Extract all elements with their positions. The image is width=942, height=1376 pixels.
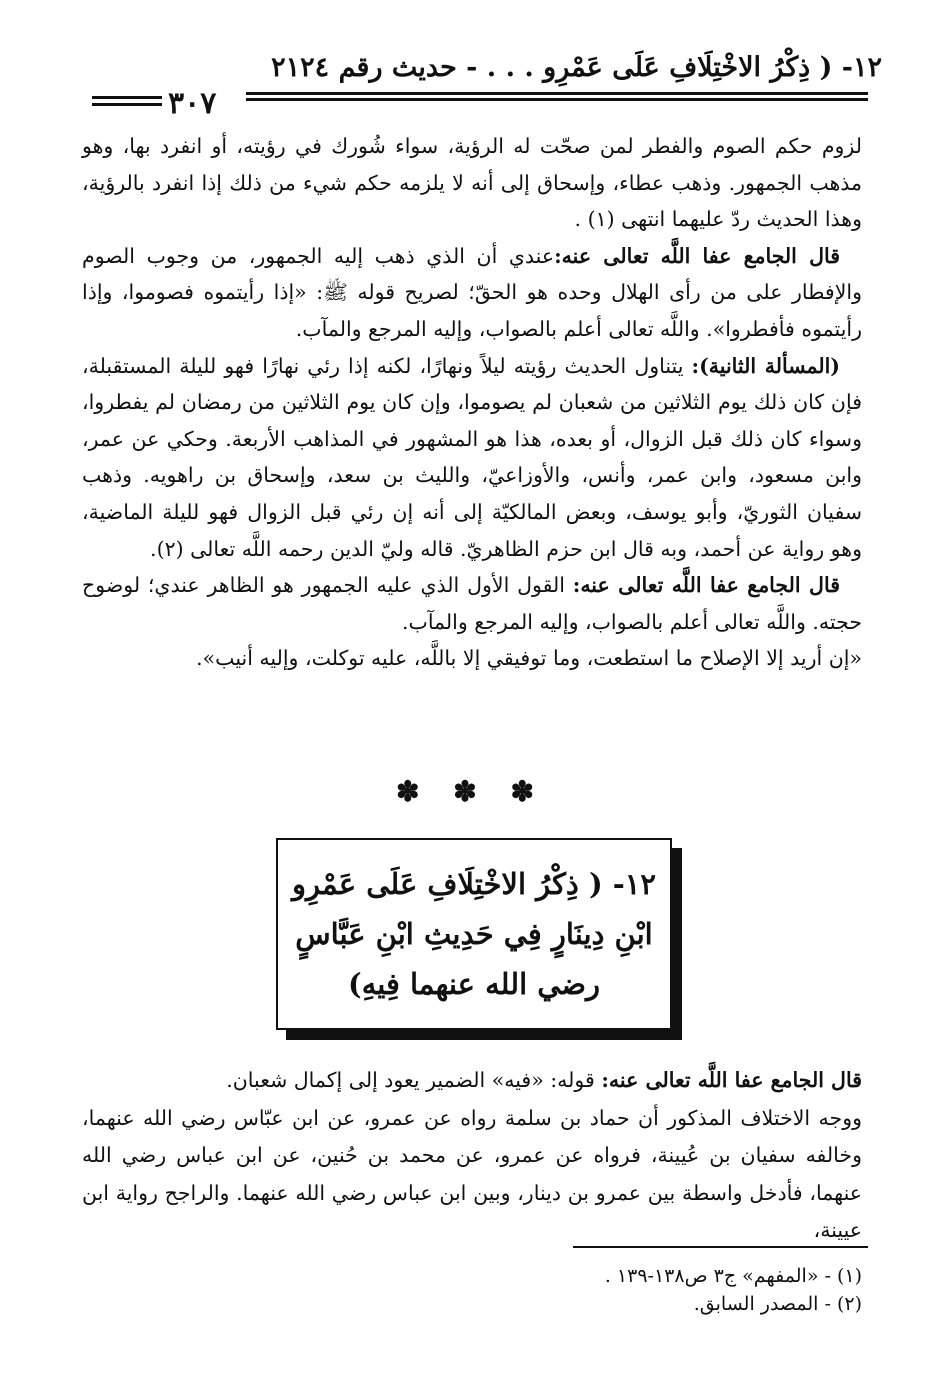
paragraph-4-text: القول الأول الذي عليه الجمهور هو الظاهر عندي؛ لوضوح حجته. واللَّه تعالى أعلم بالصواب، وإليه المرجع والمآب.: [82, 573, 862, 634]
chapter-paragraph-1-text: قوله: «فيه» الضمير يعود إلى إكمال شعبان.: [226, 1068, 595, 1092]
running-header-title: ١٢- ( ذِكْرُ الاخْتِلَافِ عَلَى عَمْرِو . . . - حديث رقم ٢١٢٤: [271, 52, 882, 83]
header-rule-top: [246, 92, 868, 95]
chapter-paragraph-2: ووجه الاختلاف المذكور أن حماد بن سلمة رواه عن عمرو، عن ابن عبّاس رضي الله عنهما، وخالفه سفيان بن عُيينة، فرواه عن عمرو، عن محمد بن حُنين، عن ابن عباس رضي الله عنهما، فأدخل واسطة بين عمرو بن دينار، وبين ابن عباس رضي الله عنهما. والراجح رواية ابن عيينة،: [82, 1105, 862, 1242]
chapter-title-box: [276, 838, 672, 1030]
issue-label: (المسألة الثانية):: [691, 353, 840, 378]
compiler-label: قال الجامع عفا اللَّه تعالى عنه:: [554, 243, 841, 268]
header-rule-bottom: [246, 98, 868, 101]
paragraph-4: [82, 567, 862, 640]
section-separator: ✽ ✽ ✽: [396, 775, 546, 808]
chapter-title-line-2: ابْنِ دِينَارٍ فِي حَدِيثِ ابْنِ عَبَّاسٍ: [295, 917, 653, 951]
header-rule-left-top: [92, 96, 162, 99]
compiler-label: قال الجامع عفا اللَّه تعالى عنه:: [572, 573, 840, 598]
paragraph-1: لزوم حكم الصوم والفطر لمن صحّت له الرؤية، سواء شُورك في رؤيته، أو انفرد بها، وهو مذهب الجمهور. وذهب عطاء، وإسحاق إلى أنه لا يلزمه حكم شيء من ذلك إذا انفرد بالرؤية، وهذا الحديث ردّ عليهما انتهى (١) .: [82, 134, 862, 232]
compiler-label: قال الجامع عفا اللَّه تعالى عنه:: [601, 1068, 862, 1092]
header-rule-left-bottom: [92, 103, 162, 106]
paragraph-5-quote: «إن أريد إلا الإصلاح ما استطعت، وما توفيقي إلا باللَّه، عليه توكلت، وإليه أنيب».: [196, 646, 862, 671]
paragraph-2: [82, 238, 862, 348]
paragraph-3: [82, 348, 862, 568]
chapter-title-line-1: ١٢- ( ذِكْرُ الاخْتِلَافِ عَلَى عَمْرِو: [292, 867, 656, 901]
footnote-2: (٢) - المصدر السابق.: [693, 1293, 862, 1315]
main-text: [82, 128, 862, 677]
footnotes: [82, 1262, 862, 1318]
paragraph-2-text: عندي أن الذي ذهب إليه الجمهور، من وجوب الصوم والإفطار على من رأى الهلال وحده هو الحقّ؛ لصريح قوله ﷺ: «إذا رأيتموه فصوموا، وإذا رأيتموه فأفطروا». واللَّه تعالى أعلم بالصواب، وإليه المرجع والمآب.: [82, 243, 862, 341]
chapter-paragraph-1: [82, 1062, 862, 1100]
page-number: ٣٠٧: [168, 86, 217, 121]
chapter-text: [82, 1062, 862, 1250]
footnote-1: (١) - «المفهم» ج٣ ص١٣٨-١٣٩ .: [604, 1265, 862, 1287]
paragraph-3-text: يتناول الحديث رؤيته ليلاً ونهارًا، لكنه إذا رئي نهارًا فهو لليلة المستقبلة، فإن كان ذلك يوم الثلاثين من شعبان لم يصوموا، وإن كان يوم الثلاثين من رمضان لم يفطروا، وسواء كان ذلك قبل الزوال، أو بعده، هذا هو المشهور في المذاهب الأربعة. وحكي عن عمر، وابن مسعود، وابن عمر، وأنس، والأوزاعيّ، والليث بن سعد، وإسحاق بن راهويه. وذهب سفيان الثوريّ، وأبو يوسف، وبعض المالكيّة إلى أنه إن رئي قبل الزوال فهو لليلة الماضية، وهو رواية عن أحمد، وبه قال ابن حزم الظاهريّ. قاله وليّ الدين رحمه اللَّه تعالى (٢).: [82, 353, 862, 561]
chapter-title-line-3: رضي الله عنهما فِيهِ): [347, 967, 601, 1001]
footnote-divider: [573, 1246, 868, 1248]
